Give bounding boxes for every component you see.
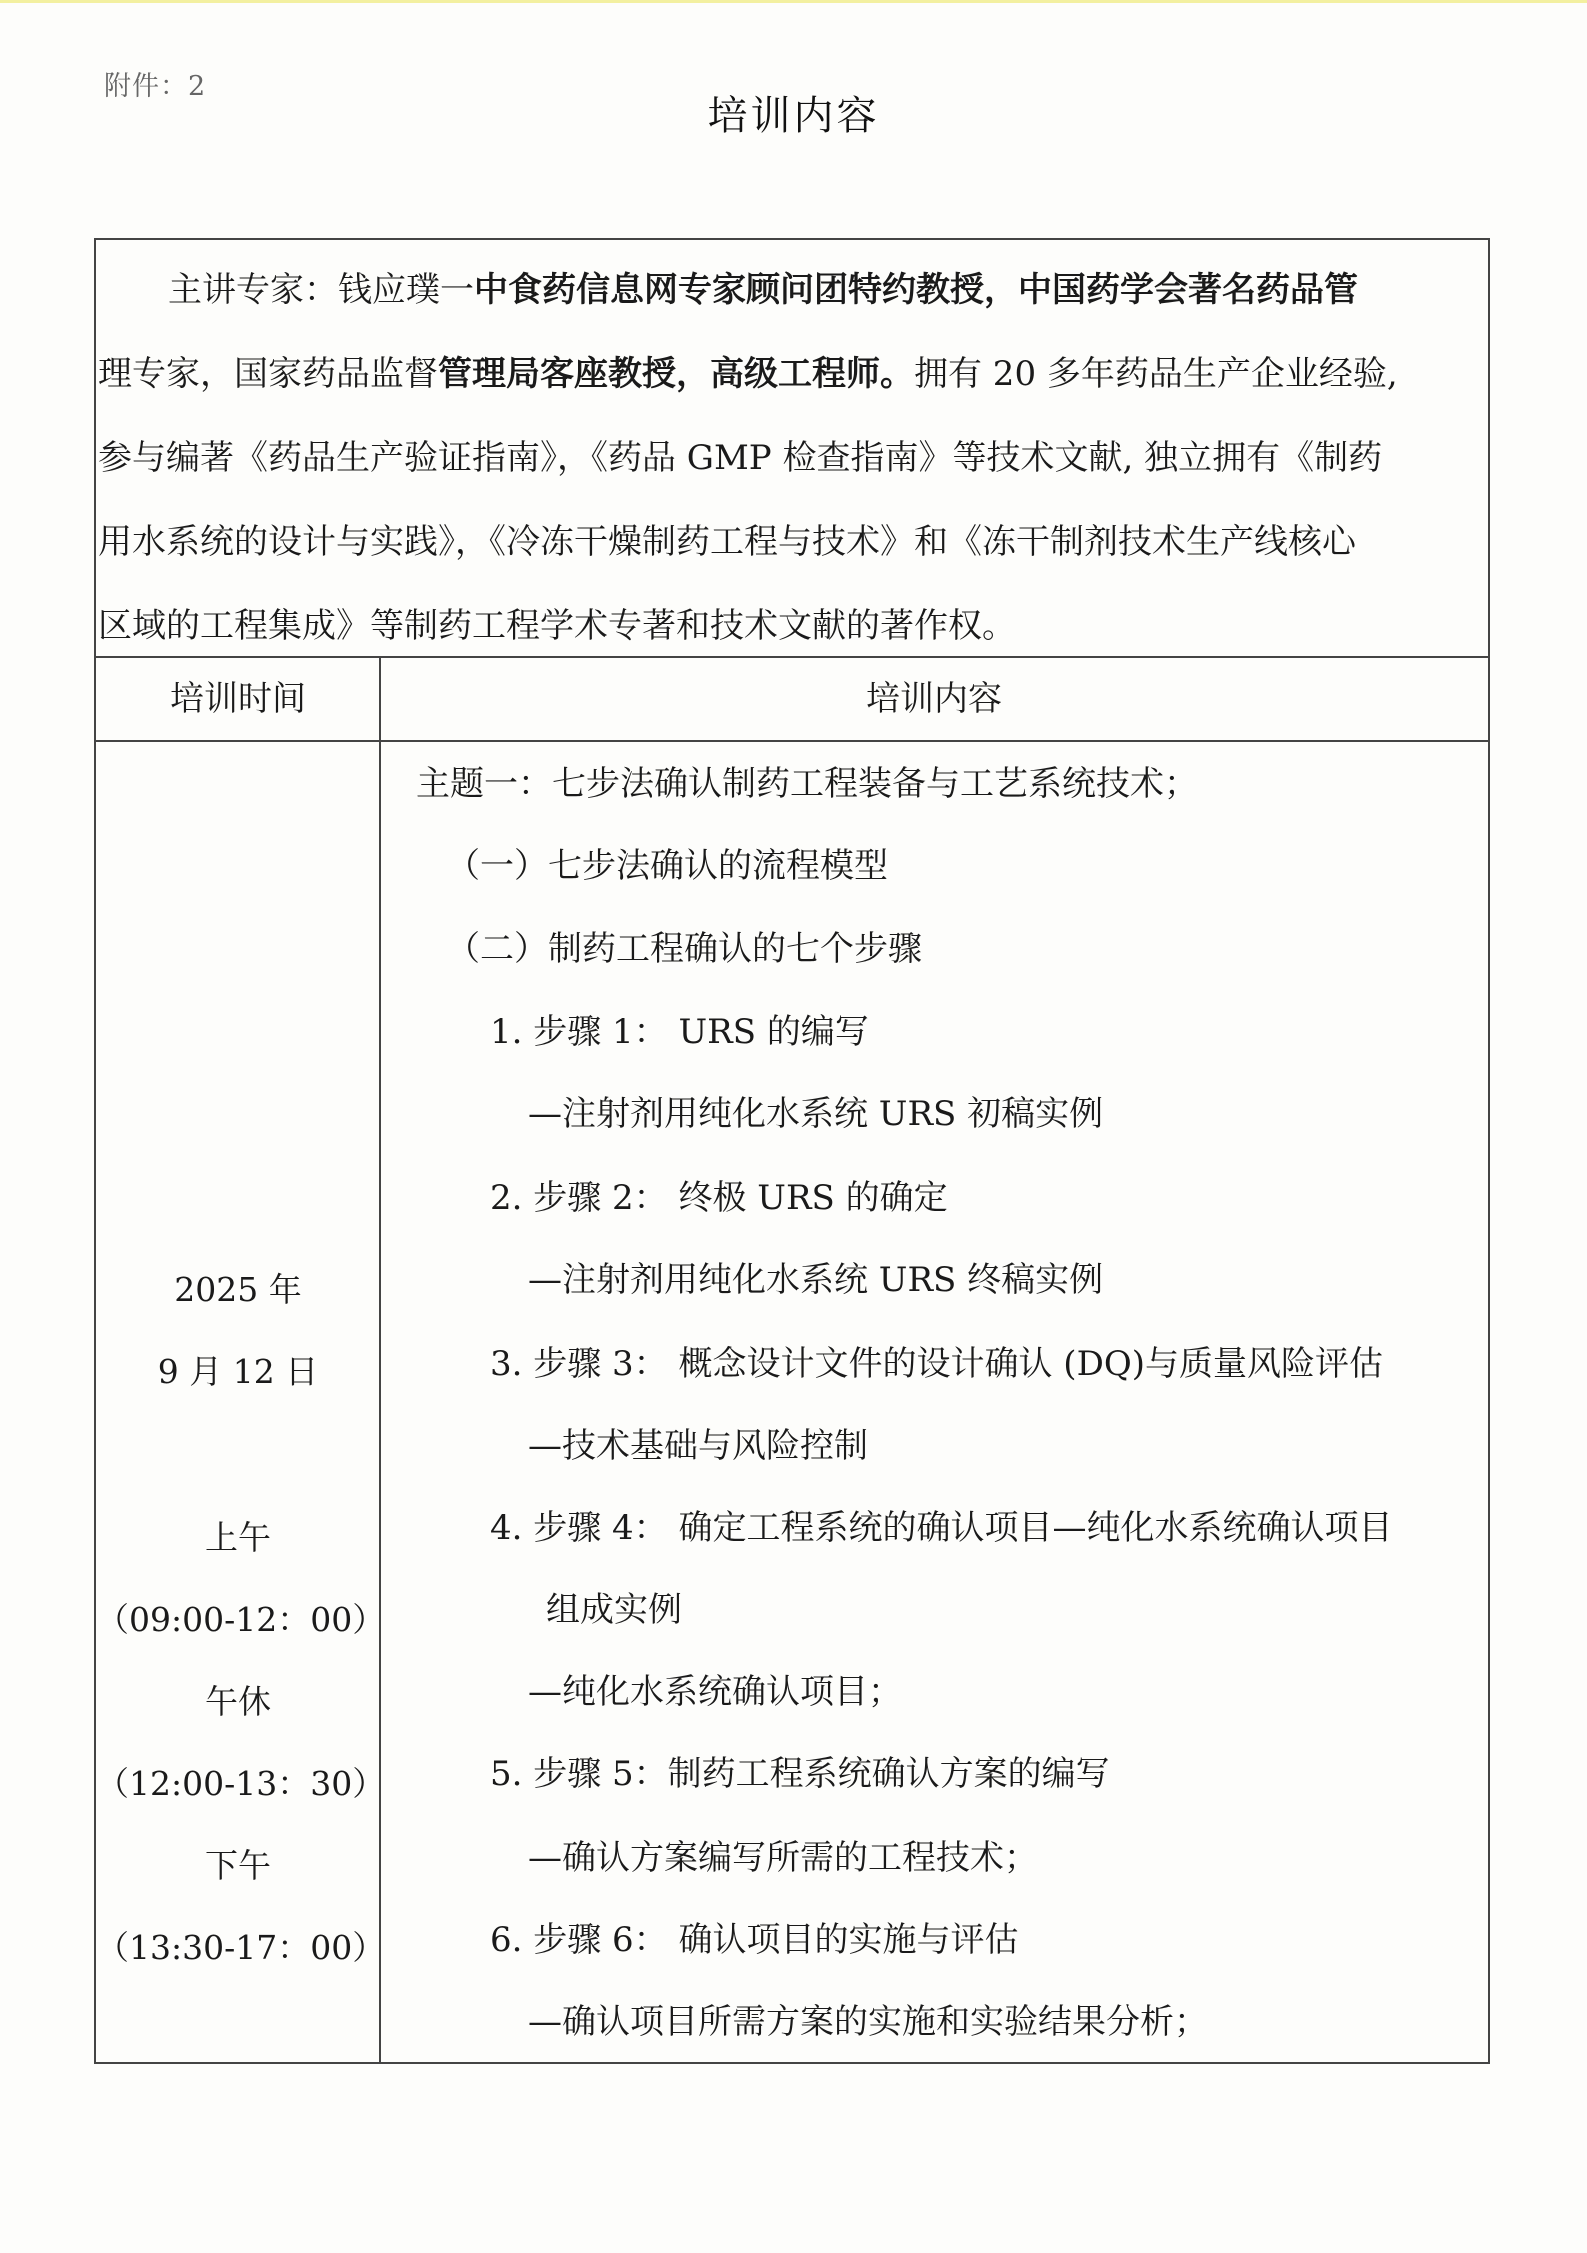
schedule-morning-time: （09:00-12：00） bbox=[96, 1600, 386, 1639]
schedule-noon-time: （12:00-13：30） bbox=[96, 1764, 386, 1803]
schedule-noon: 午休 bbox=[205, 1682, 271, 1721]
intro-line-4: 用水系统的设计与实践》，《冷冻干燥制药工程与技术》和《冻干制剂技术生产线核心 bbox=[98, 522, 1356, 562]
step-3: 3. 步骤 3： 概念设计文件的设计确认 (DQ)与质量风险评估 bbox=[490, 1344, 1383, 1384]
column-header-content: 培训内容 bbox=[866, 679, 1002, 719]
step-6: 6. 步骤 6： 确认项目的实施与评估 bbox=[490, 1920, 1019, 1960]
step-1-note: —注射剂用纯化水系统 URS 初稿实例 bbox=[528, 1094, 1104, 1134]
intro-text: 拥有 20 多年药品生产企业经验, bbox=[914, 354, 1398, 394]
schedule-morning: 上午 bbox=[205, 1518, 271, 1557]
step-4-continued: 组成实例 bbox=[546, 1590, 682, 1630]
attachment-label: 附件：2 bbox=[104, 71, 207, 102]
step-3-note: —技术基础与风险控制 bbox=[528, 1426, 868, 1466]
schedule-year: 2025 年 bbox=[174, 1270, 302, 1309]
topic-heading: 主题一：七步法确认制药工程装备与工艺系统技术； bbox=[416, 764, 1198, 804]
step-6-note: —确认项目所需方案的实施和实验结果分析； bbox=[528, 2002, 1208, 2042]
subsection-1: （一）七步法确认的流程模型 bbox=[446, 846, 888, 886]
schedule-date: 9 月 12 日 bbox=[157, 1352, 319, 1391]
table-header-row bbox=[96, 658, 1488, 742]
content-cell bbox=[380, 742, 1488, 2062]
intro-line-5: 区域的工程集成》等制药工程学术专著和技术文献的著作权。 bbox=[98, 606, 1016, 646]
subsection-2: （二）制药工程确认的七个步骤 bbox=[446, 929, 922, 969]
step-5-note: —确认方案编写所需的工程技术； bbox=[528, 1838, 1038, 1878]
intro-line-3: 参与编著《药品生产验证指南》，《药品 GMP 检查指南》等技术文献, 独立拥有《制药 bbox=[98, 438, 1383, 478]
intro-text-bold: 管理局客座教授，高级工程师。 bbox=[438, 354, 914, 394]
step-5: 5. 步骤 5：制药工程系统确认方案的编写 bbox=[490, 1754, 1110, 1794]
training-table bbox=[94, 238, 1490, 2064]
intro-line-2 bbox=[96, 332, 1488, 416]
page-title: 培训内容 bbox=[707, 93, 880, 139]
intro-text: 理专家，国家药品监督 bbox=[98, 354, 438, 394]
column-header-time: 培训时间 bbox=[170, 679, 306, 719]
scan-edge bbox=[0, 0, 1587, 3]
intro-text: 主讲专家：钱应璞一 bbox=[168, 270, 474, 310]
intro-text-bold: 中食药信息网专家顾问团特约教授，中国药学会著名药品管 bbox=[474, 270, 1358, 310]
step-1: 1. 步骤 1： URS 的编写 bbox=[490, 1012, 869, 1052]
schedule-afternoon-time: （13:30-17：00） bbox=[96, 1928, 386, 1967]
intro-line-1 bbox=[96, 248, 1488, 332]
step-4-note: —纯化水系统确认项目； bbox=[528, 1672, 902, 1712]
schedule-cell bbox=[96, 742, 386, 2062]
step-2-note: —注射剂用纯化水系统 URS 终稿实例 bbox=[528, 1260, 1104, 1300]
speaker-intro bbox=[96, 240, 1488, 658]
schedule-afternoon: 下午 bbox=[205, 1846, 271, 1885]
step-2: 2. 步骤 2： 终极 URS 的确定 bbox=[490, 1178, 948, 1218]
step-4: 4. 步骤 4： 确定工程系统的确认项目—纯化水系统确认项目 bbox=[490, 1508, 1393, 1548]
